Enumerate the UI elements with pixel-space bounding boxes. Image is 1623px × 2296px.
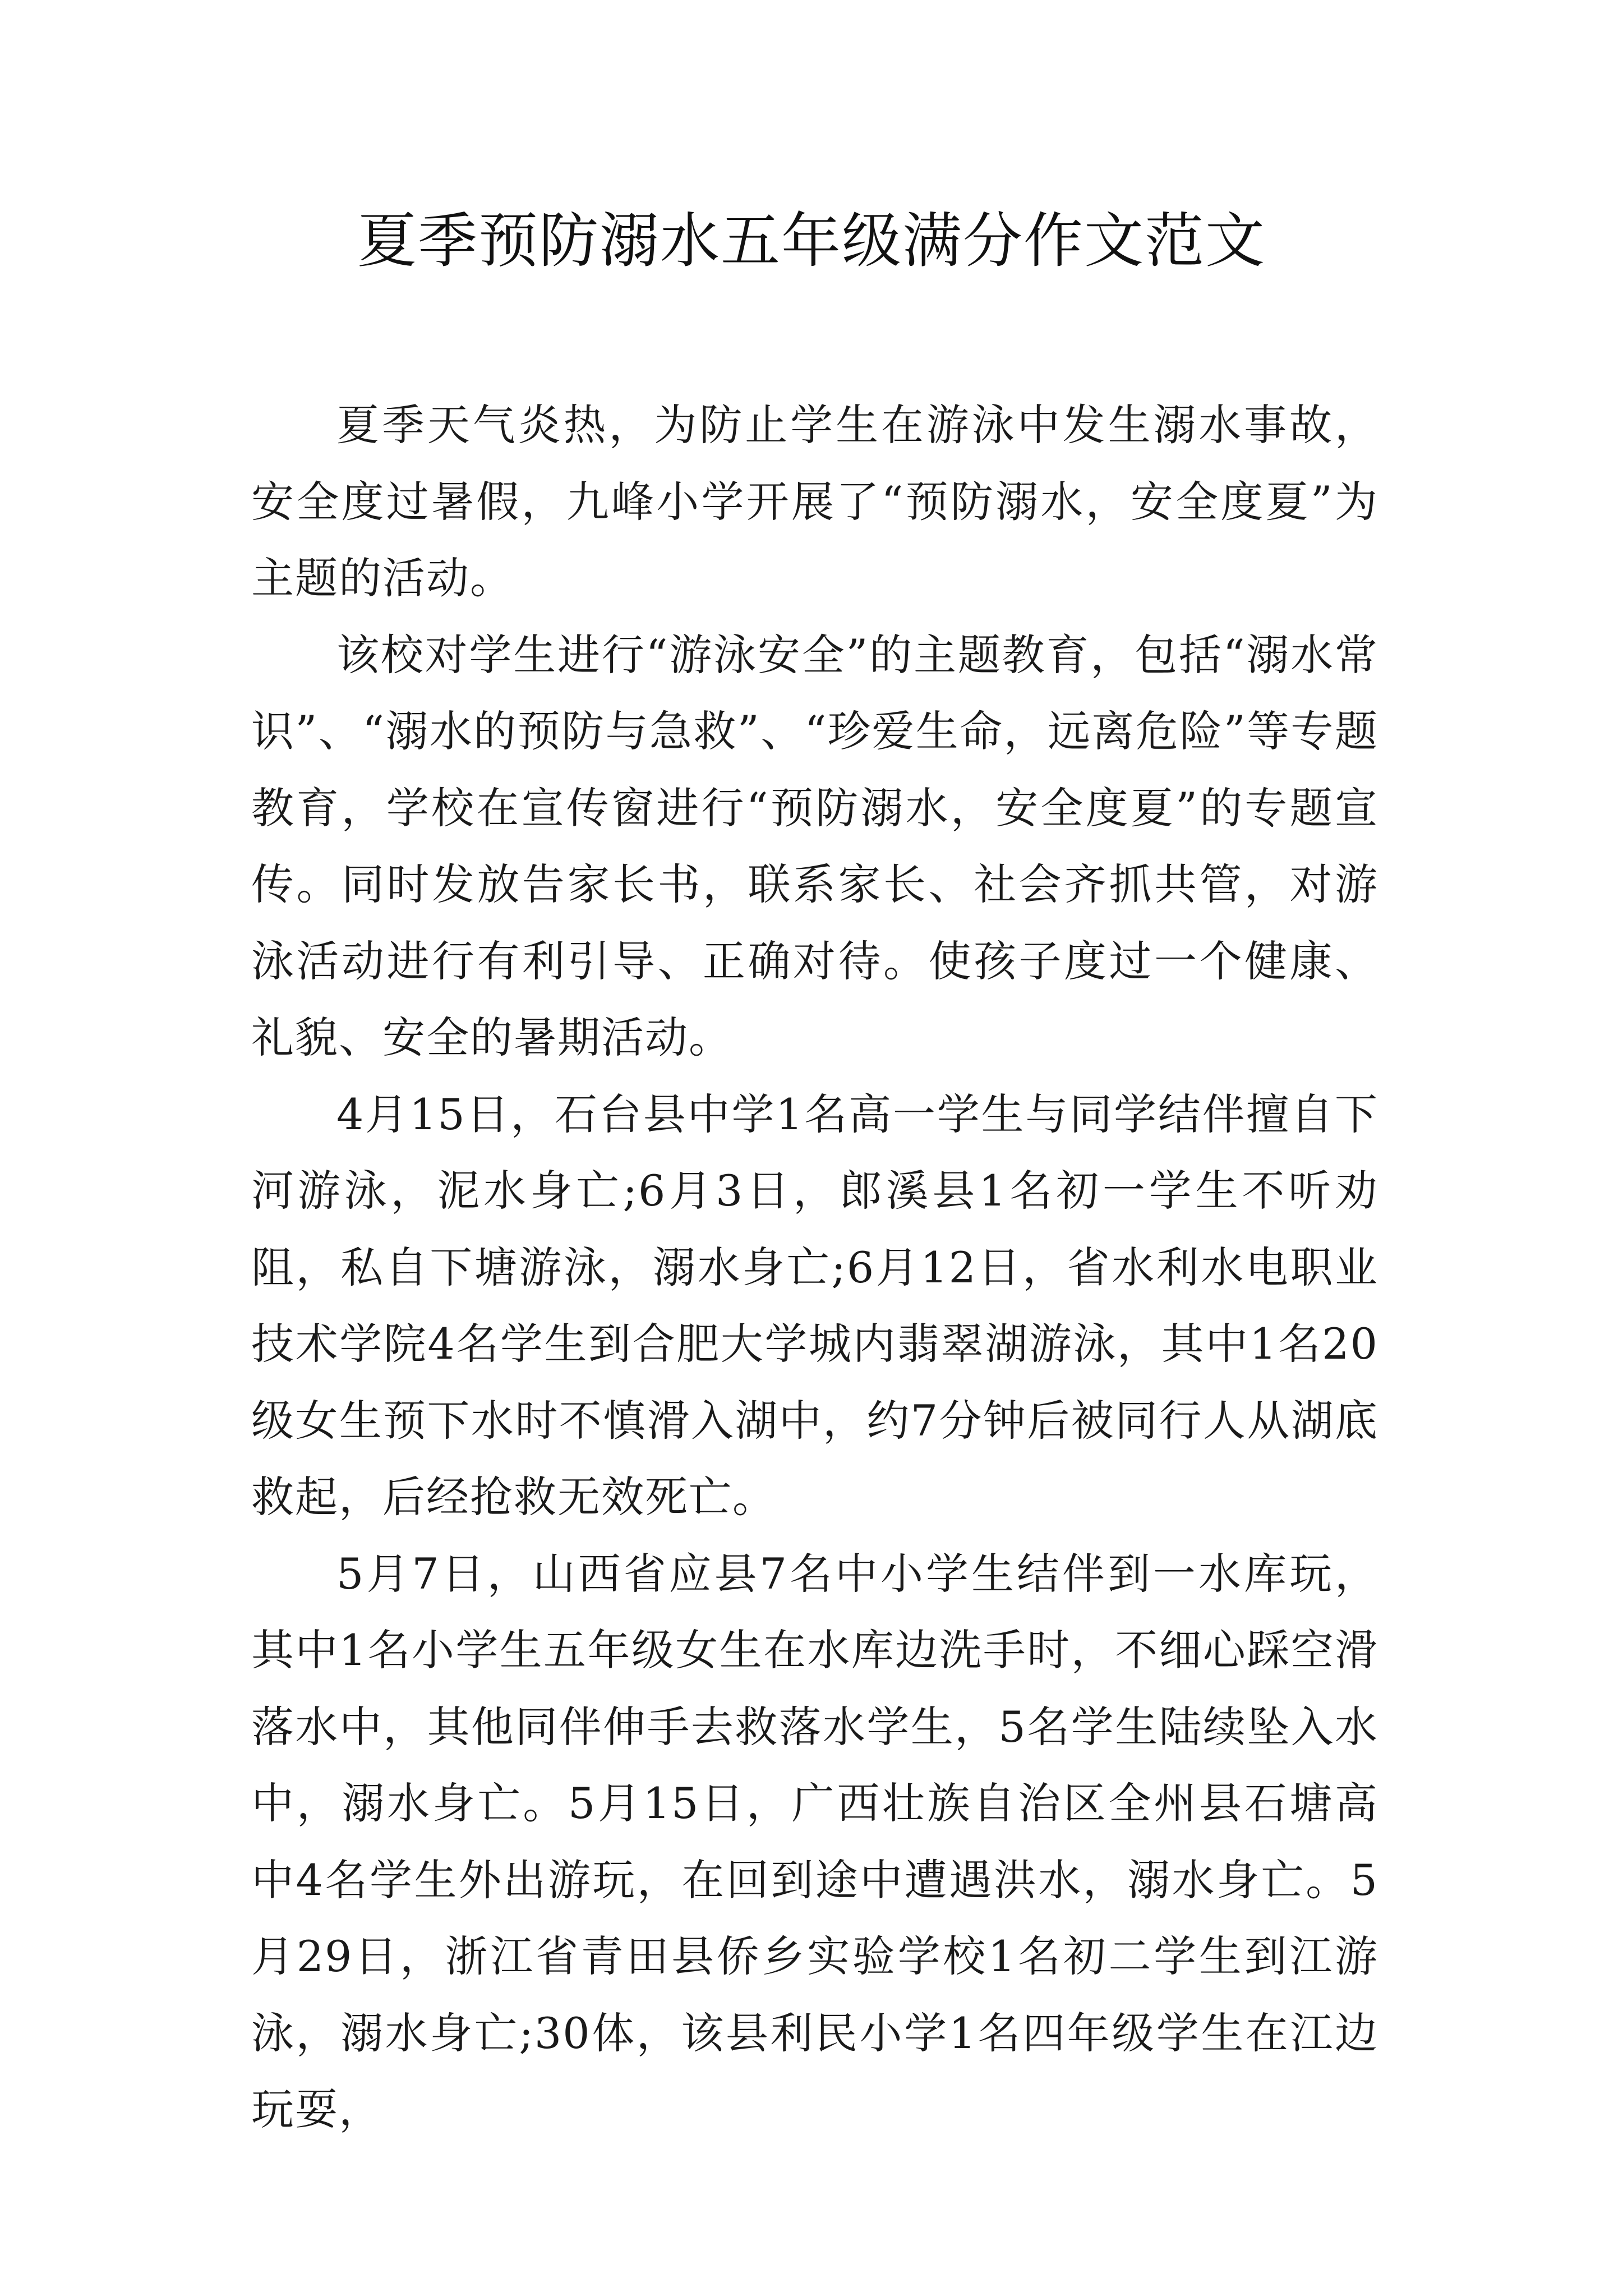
paragraph-incidents-1: 4月15日，石台县中学1名高一学生与同学结伴擅自下河游泳，泥水身亡;6月3日，郎溪县1名初一学生不听劝阻，私自下塘游泳，溺水身亡;6月12日，省水利水电职业技术学院4名学生到合肥大学城内翡翠湖游泳，其中1名20级女生预下水时不慎滑入湖中，约7分钟后被同行人从湖底救起，后经抢救无效死亡。 xyxy=(251,1089,1378,1522)
paragraph-intro: 夏季天气炎热，为防止学生在游泳中发生溺水事故，安全度过暑假，九峰小学开展了“预防溺水，安全度夏”为主题的活动。 xyxy=(251,400,1378,603)
document-body xyxy=(251,387,1378,2148)
paragraph-school-education: 该校对学生进行“游泳安全”的主题教育，包括“溺水常识”、“溺水的预防与急救”、“珍爱生命，远离危险”等专题教育，学校在宣传窗进行“预防溺水，安全度夏”的专题宣传。同时发放告家长书，联系家长、社会齐抓共管，对游泳活动进行有利引导、正确对待。使孩子度过一个健康、礼貌、安全的暑期活动。 xyxy=(251,629,1378,1062)
document-title: 夏季预防溺水五年级满分作文范文 xyxy=(357,206,1266,275)
paragraph-incidents-2: 5月7日，山西省应县7名中小学生结伴到一水库玩，其中1名小学生五年级女生在水库边洗手时，不细心踩空滑落水中，其他同伴伸手去救落水学生，5名学生陆续坠入水中，溺水身亡。5月15日，广西壮族自治区全州县石塘高中4名学生外出游玩，在回到途中遭遇洪水，溺水身亡。5月29日，浙江省青田县侨乡实验学校1名初二学生到江游泳，溺水身亡;30体，该县利民小学1名四年级学生在江边玩耍， xyxy=(251,1548,1378,2134)
